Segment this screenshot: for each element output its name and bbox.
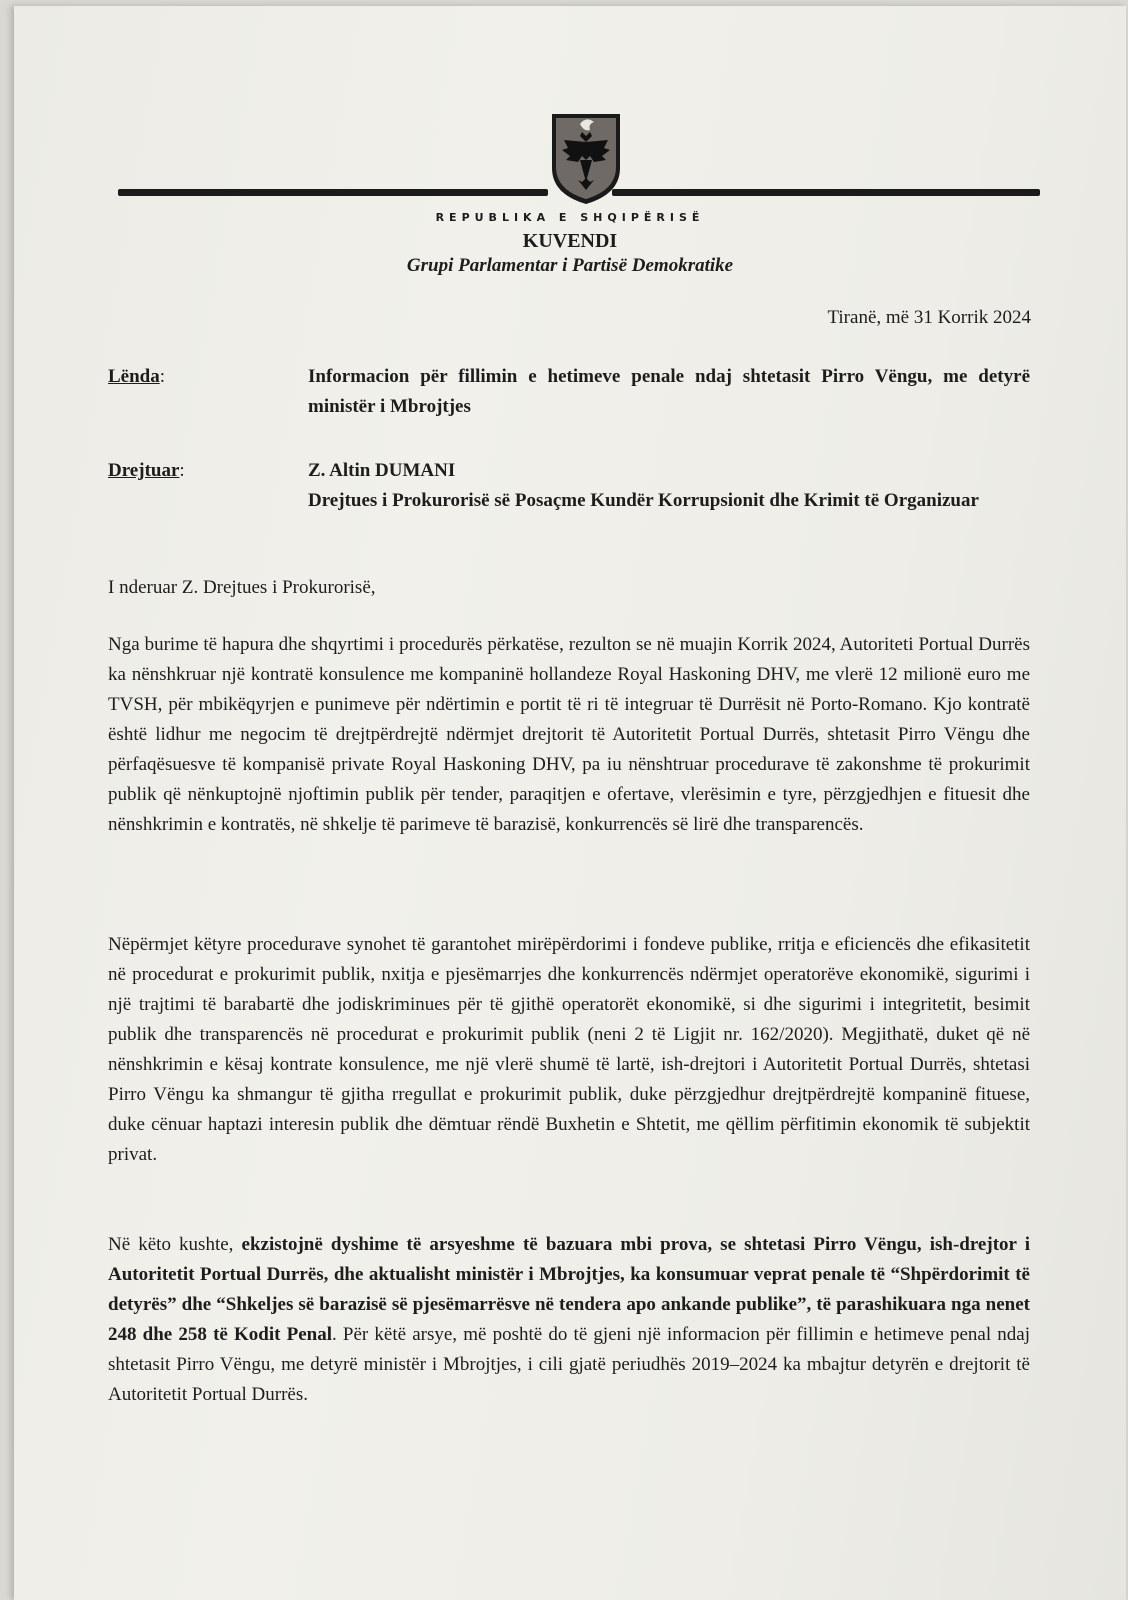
paragraph-3: Në këto kushte, ekzistojnë dyshime të arsyeshme të bazuara mbi prova, se shtetasi Pirro Vëngu, ish-drejtor i Autoritetit Portual Durrës, dhe aktualisht ministër i Mbrojtjes, ka konsumuar veprat penale të “Shpërdorimit të detyrës” dhe “Shkeljes së barazisë së pjesëmarrësve në tendera apo ankande publike”, të parashikuara nga nenet 248 dhe 258 të Kodit Penal. Për këtë arsye, më poshtë do të gjeni një informacion për fillimin e hetimeve penal ndaj shtetasit Pirro Vëngu, me detyrë ministër i Mbrojtjes, i cili gjatë periudhës 2019–2024 ka mbajtur detyrën e drejtorit të Autoritetit Portual Durrës. bbox=[108, 1234, 1030, 1405]
addressee-label: Drejtuar: bbox=[108, 460, 185, 481]
paragraph-1: Nga burime të hapura dhe shqyrtimi i procedurës përkatëse, rezulton se në muajin Korrik 2024, Autoriteti Portual Durrës ka nënshkruar një kontratë konsulence me kompaninë hollandeze Royal Haskoning DHV, me vlerë 12 milionë euro me TVSH, për mbikëqyrjen e punimeve për ndërtimin e portit të ri të integruar të Durrësit në Porto-Romano. Kjo kontratë është lidhur me negocim të drejtpërdrejtë ndërmjet drejtorit të Autoritetit Portual Durrës, shtetasit Pirro Vëngu dhe përfaqësuesve të kompanisë private Royal Haskoning DHV, pa iu nënshtruar procedurave të zakonshme të prokurimit publik që nënkuptojnë njoftimin publik për tender, paraqitjen e ofertave, vlerësimin e tyre, përzgjedhjen e fituesit dhe nënshkrimin e kontratës, në shkelje të parimeve të barazisë, konkurrencës së lirë dhe transparencës. bbox=[108, 634, 1030, 835]
addressee-name: Z. Altin DUMANI bbox=[308, 460, 456, 481]
albanian-coat-of-arms-icon bbox=[550, 110, 622, 206]
header-rule-left bbox=[118, 189, 548, 196]
subject-label: Lënda: bbox=[108, 366, 166, 387]
parliamentary-group-heading: Grupi Parlamentar i Partisë Demokratike bbox=[406, 255, 734, 276]
subject-text: Informacion për fillimin e hetimeve penale ndaj shtetasit Pirro Vëngu, me detyrë ministër i Mbrojtjes bbox=[308, 366, 1030, 417]
document-date: Tiranë, më 31 Korrik 2024 bbox=[827, 307, 1031, 328]
republic-heading: REPUBLIKA E SHQIPËRISË bbox=[435, 211, 705, 224]
addressee-title: Drejtues i Prokurorisë së Posaçme Kundër Korrupsionit dhe Krimit të Organizuar bbox=[308, 490, 979, 511]
header-rule-right bbox=[612, 189, 1040, 196]
salutation: I nderuar Z. Drejtues i Prokurorisë, bbox=[108, 577, 376, 598]
institution-heading: KUVENDI bbox=[522, 230, 618, 252]
document-page bbox=[14, 6, 1126, 1600]
paragraph-2: Nëpërmjet këtyre procedurave synohet të garantohet mirëpërdorimi i fondeve publike, rritja e eficiencës dhe efikasitetit në procedurat e prokurimit publik, nxitja e pjesëmarrjes dhe konkurrencës ndërmjet operatorëve ekonomikë, sigurimi i një trajtimi të barabartë dhe jodiskriminues për të gjithë operatorët ekonomikë, si dhe sigurimi i integritetit, besimit publik dhe transparencës në procedurat e prokurimit publik (neni 2 të Ligjit nr. 162/2020). Megjithatë, duket që në nënshkrimin e kësaj kontrate konsulence, me një vlerë shumë të lartë, ish-drejtori i Autoritetit Portual Durrës, shtetasi Pirro Vëngu ka shmangur të gjitha rregullat e prokurimit publik, duke përzgjedhur drejtpërdrejtë kompaninë fituese, duke cënuar haptazi interesin publik dhe dëmtuar rëndë Buxhetin e Shtetit, me qëllim përfitimin ekonomik të subjektit privat. bbox=[108, 934, 1030, 1165]
addressee-block bbox=[308, 456, 1030, 516]
